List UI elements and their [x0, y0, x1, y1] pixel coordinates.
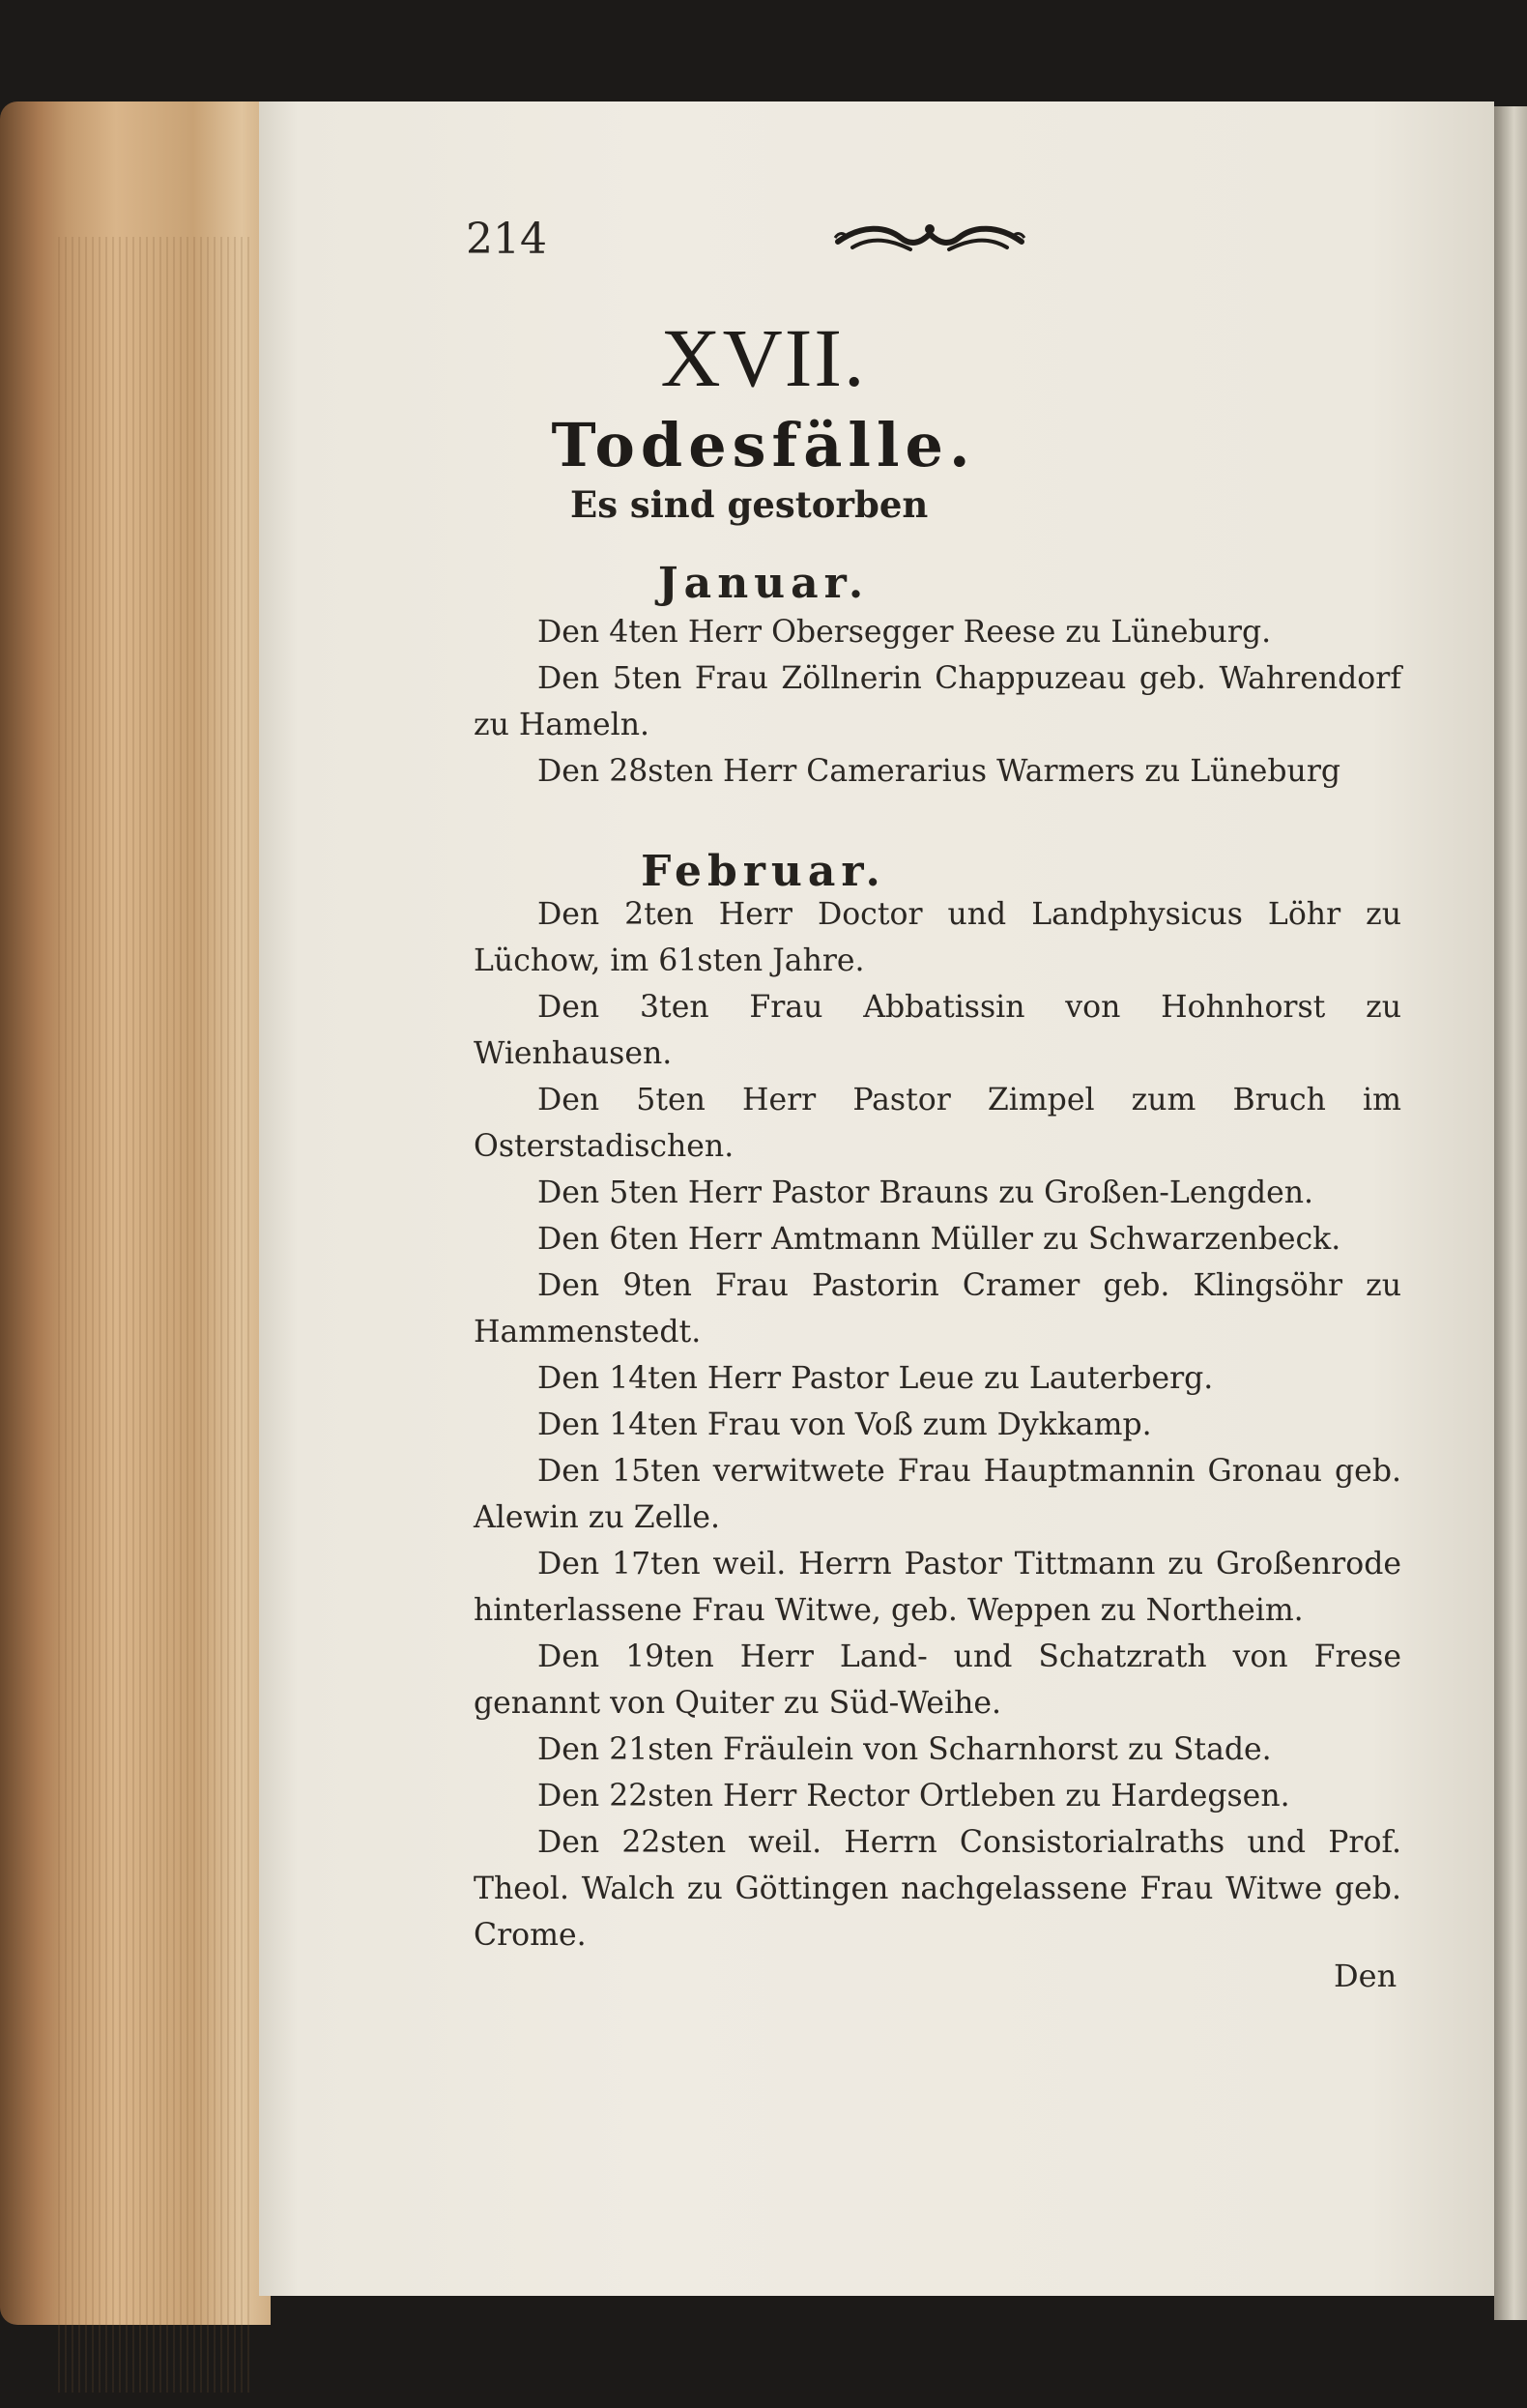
february-entries [474, 891, 1401, 1958]
intro-line: Es sind gestorben [570, 483, 929, 526]
catchword: Den [1334, 1958, 1397, 1994]
list-item: Den 17ten weil. Herrn Pastor Tittmann zu Großenrode hinterlassene Frau Witwe, geb. Weppen zu Northeim. [474, 1547, 1401, 1628]
month-heading-february: Februar. [641, 847, 886, 896]
list-item: Den 5ten Frau Zöllnerin Chappuzeau geb. Wahrendorf zu Hameln. [474, 661, 1401, 742]
ornament-icon [833, 215, 1026, 263]
list-item: Den 22sten Herr Rector Ortleben zu Hardegsen. [537, 1779, 1290, 1813]
list-item: Den 21sten Fräulein von Scharnhorst zu Stade. [537, 1732, 1272, 1767]
page-number: 214 [466, 215, 547, 264]
list-item: Den 14ten Herr Pastor Leue zu Lauterberg. [537, 1361, 1214, 1396]
list-item: Den 2ten Herr Doctor und Landphysicus Löhr zu Lüchow, im 61sten Jahre. [474, 897, 1401, 978]
section-title: Todesfälle. [551, 410, 976, 480]
chapter-number: XVII. [660, 311, 867, 404]
list-item: Den 4ten Herr Obersegger Reese zu Lüneburg. [537, 615, 1272, 650]
january-entries [474, 609, 1401, 795]
list-item: Den 5ten Herr Pastor Brauns zu Großen-Lengden. [537, 1175, 1314, 1210]
list-item: Den 6ten Herr Amtmann Müller zu Schwarzenbeck. [537, 1222, 1341, 1257]
list-item: Den 5ten Herr Pastor Zimpel zum Bruch im Osterstadischen. [474, 1083, 1401, 1164]
list-item: Den 28sten Herr Camerarius Warmers zu Lüneburg [537, 754, 1341, 789]
list-item: Den 22sten weil. Herrn Consistorialraths und Prof. Theol. Walch zu Göttingen nachgelassene Frau Witwe geb. Crome. [474, 1825, 1401, 1953]
month-heading-january: Januar. [657, 559, 870, 608]
list-item: Den 15ten verwitwete Frau Hauptmannin Gronau geb. Alewin zu Zelle. [474, 1454, 1401, 1535]
list-item: Den 9ten Frau Pastorin Cramer geb. Klingsöhr zu Hammenstedt. [474, 1268, 1401, 1349]
list-item: Den 14ten Frau von Voß zum Dykkamp. [537, 1407, 1152, 1442]
list-item: Den 19ten Herr Land- und Schatzrath von Frese genannt von Quiter zu Süd-Weihe. [474, 1639, 1401, 1721]
list-item: Den 3ten Frau Abbatissin von Hohnhorst zu Wienhausen. [474, 990, 1401, 1071]
